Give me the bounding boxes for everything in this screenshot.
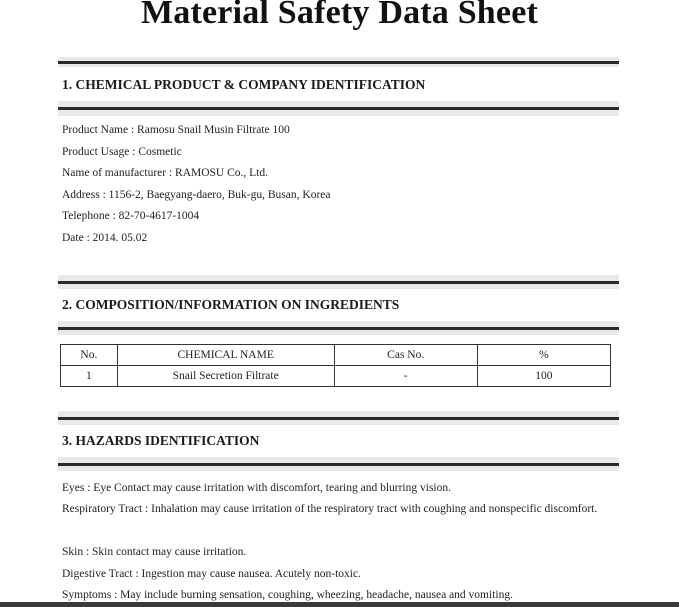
table-cell: Snail Secretion Filtrate	[117, 366, 334, 387]
hazard-symptoms: Symptoms : May include burning sensation, coughing, wheezing, headache, nausea and vomiting.	[62, 589, 513, 601]
hazard-digestive: Digestive Tract : Ingestion may cause nausea. Acutely non-toxic.	[62, 568, 361, 580]
column-header: Cas No.	[334, 345, 477, 366]
section-heading-2: 2. COMPOSITION/INFORMATION ON INGREDIENTS	[62, 297, 400, 312]
hazard-respiratory: Respiratory Tract : Inhalation may cause irritation of the respiratory tract with coughing and nonspecific discomfort.	[62, 503, 598, 515]
manufacturer-telephone: Telephone : 82-70-4617-1004	[62, 210, 200, 222]
section-heading-3: 3. HAZARDS IDENTIFICATION	[62, 433, 260, 448]
section-divider	[58, 411, 619, 425]
table-cell: -	[334, 366, 477, 387]
page-bottom-border	[0, 602, 679, 607]
document-title: Material Safety Data Sheet	[140, 0, 539, 31]
column-header: CHEMICAL NAME	[117, 345, 334, 366]
table-row	[61, 366, 611, 387]
section-divider	[58, 457, 619, 471]
table-cell: 1	[61, 366, 118, 387]
column-header: %	[477, 345, 610, 366]
product-name: Product Name : Ramosu Snail Musin Filtrate 100	[62, 124, 290, 136]
column-header: No.	[61, 345, 118, 366]
manufacturer-address: Address : 1156-2, Baegyang-daero, Buk-gu, Busan, Korea	[62, 189, 331, 201]
section-divider	[58, 275, 619, 289]
section-divider	[58, 57, 619, 67]
section-divider	[58, 321, 619, 335]
document-date: Date : 2014. 05.02	[62, 232, 148, 244]
section-divider	[58, 101, 619, 116]
hazard-eyes: Eyes : Eye Contact may cause irritation with discomfort, tearing and blurring vision.	[62, 482, 451, 494]
table-header-row	[61, 345, 611, 366]
table-cell: 100	[477, 366, 610, 387]
manufacturer-name: Name of manufacturer : RAMOSU Co., Ltd.	[62, 167, 269, 179]
section-heading-1: 1. CHEMICAL PRODUCT & COMPANY IDENTIFICATION	[62, 77, 426, 92]
product-usage: Product Usage : Cosmetic	[62, 146, 182, 158]
ingredients-table	[60, 344, 611, 387]
hazard-skin: Skin : Skin contact may cause irritation.	[62, 546, 247, 558]
